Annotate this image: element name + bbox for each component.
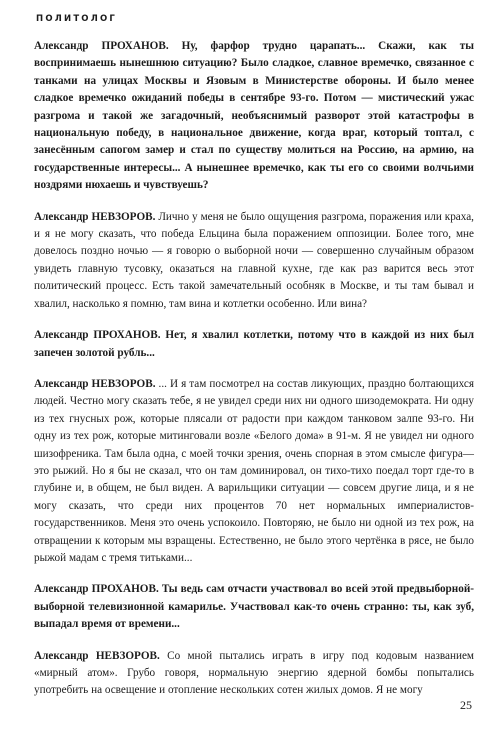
paragraph-text: Со мной пытались играть в игру под кодовым названием «мирный атом». Грубо говоря, нормальную энергию ядерной бомбы попытались употребить на освещение и отопление нескольких сотен жилых домов. Я не могу xyxy=(34,649,474,697)
paragraph-prokhanov-1 xyxy=(34,38,474,195)
speaker-name: Александр НЕВЗОРОВ. xyxy=(34,649,160,662)
paragraph-prokhanov-3 xyxy=(34,581,474,633)
paragraph-nevzorov-1 xyxy=(34,209,474,313)
speaker-name: Александр ПРОХАНОВ. xyxy=(34,583,159,596)
running-head: ПОЛИТОЛОГ xyxy=(36,14,118,24)
paragraph-prokhanov-2 xyxy=(34,327,474,362)
paragraph-nevzorov-3 xyxy=(34,648,474,700)
paragraph-text: Ну, фарфор трудно царапать... Скажи, как ты воспринимаешь нынешнюю ситуацию? Было сладкое, славное времечко, связанное с танками на улицах Москвы и Язовым в Министерстве обороны. И было менее сладкое времечко ожиданий победы в сентябре 93-го. Потом — мистический ужас разгрома и такой же загадочный, необъяснимый разворот этой катастрофы в национальную победу, в национальное движение, когда враг, который топтал, с занесённым сапогом замер и стал по существу молиться на Россию, на армию, на государственные интересы... А нынешнее времечко, как ты его со своими волчьими ноздрями нюхаешь и чувствуешь? xyxy=(34,40,474,192)
speaker-name: Александр НЕВЗОРОВ. xyxy=(34,377,156,390)
paragraph-text: Лично у меня не было ощущения разгрома, поражения или краха, и я не могу сказать, что победа Ельцина была поражением оппозиции. Более того, мне довелось поздно ночью — я говорю о выборной ночи — совершенно случайным образом увидеть главную тусовку, оказаться на главной кухне, где как раз варится весь этот политический процесс. Есть такой замечательный особняк в Москве, и ты там бывал и хвалил, насколько я помню, там вина и котлетки особенно. Или вина? xyxy=(34,210,474,310)
paragraph-text: ... И я там посмотрел на состав ликующих, праздно болтающихся людей. Честно могу сказать тебе, я не увидел среди них ни одного шизодемократа. Ни одну из тех гнусных рож, которые плясали от радости при каждом танковом залпе 93-го. Ни одну из тех рож, которые митинговали возле «Белого дома» в 91-м. Я не увидел ни одного шизофреника. Там была одна, с моей точки зрения, очень спорная в этом смысле фигура—это рыжий. Но я бы не сказал, что он там доминировал, он тихо-тихо поедал торт где-то в глубине и, в общем, не был виден. А варильщики ситуации — совсем другие лица, и я не могу сказать, что среди них процентов 70 нет нормальных империалистов-государственников. Меня это очень успокоило. Повторяю, не было ни одной из тех рож, на отвращении к которым мы взращены. Естественно, не было этого чертёнка в рясе, не было рыжой мадам с тремя титьками... xyxy=(34,377,474,564)
speaker-name: Александр ПРОХАНОВ. xyxy=(34,40,169,52)
page-number: 25 xyxy=(460,698,472,712)
paragraph-text: Нет, я хвалил котлетки, потому что в каждой из них был запечен золотой рубль... xyxy=(34,329,474,359)
speaker-name: Александр ПРОХАНОВ. xyxy=(34,329,161,342)
article-body xyxy=(34,38,474,714)
paragraph-text: Ты ведь сам отчасти участвовал во всей этой предвыборной-выборной телевизионной камарилье. Участвовал как-то очень странно: ты, как зуб, выпадал время от времени... xyxy=(34,583,474,631)
speaker-name: Александр НЕВЗОРОВ. xyxy=(34,210,156,223)
paragraph-nevzorov-2 xyxy=(34,376,474,567)
